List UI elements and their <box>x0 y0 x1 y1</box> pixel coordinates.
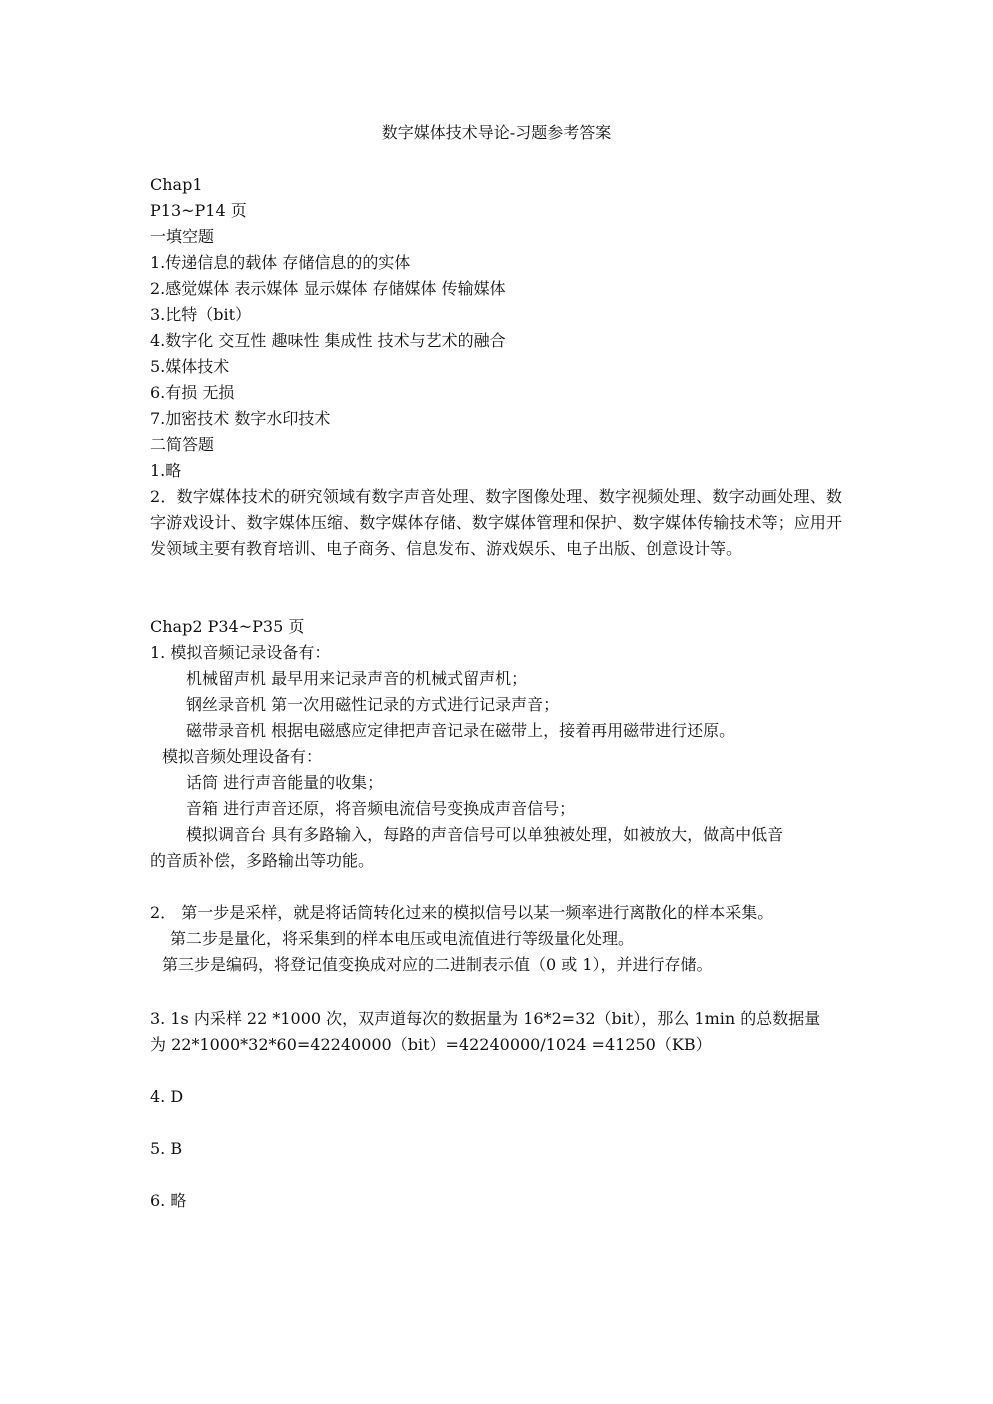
record-device-2: 钢丝录音机 第一次用磁性记录的方式进行记录声音； <box>186 695 560 714</box>
short-answer-2: 2．数字媒体技术的研究领域有数字声音处理、数字图像处理、数字视频处理、数字动画处理、数字游戏设计、数字媒体压缩、数字媒体存储、数字媒体管理和保护、数字媒体传输技术等；应用开发领域主要有教育培训、电子商务、信息发布、游戏娱乐、电子出版、创意设计等。 <box>150 487 842 558</box>
process-device-1: 话筒 进行声音能量的收集； <box>186 773 384 792</box>
record-device-3: 磁带录音机 根据电磁感应定律把声音记录在磁带上，接着再用磁带进行还原。 <box>186 721 736 740</box>
mixer-line-2: 的音质补偿，多路输出等功能。 <box>150 851 375 870</box>
q2-step-1: 2． 第一步是采样，就是将话筒转化过来的模拟信号以某一频率进行离散化的样本采集。 <box>150 903 774 922</box>
document-title: 数字媒体技术导论-习题参考答案 <box>381 123 612 142</box>
fill-answer-4: 4.数字化 交互性 趣味性 集成性 技术与艺术的融合 <box>150 331 506 350</box>
fill-answer-7: 7.加密技术 数字水印技术 <box>150 409 331 428</box>
fill-answer-1: 1.传递信息的载体 存储信息的的实体 <box>150 253 411 272</box>
mixer-line-1: 模拟调音台 具有多路输入，每路的声音信号可以单独被处理，如被放大，做高中低音 <box>186 825 784 844</box>
q2-step-3: 第三步是编码，将登记值变换成对应的二进制表示值（0 或 1），并进行存储。 <box>162 955 713 974</box>
chap1-heading: Chap1 <box>150 175 203 194</box>
fill-in-heading: 一填空题 <box>150 227 215 246</box>
q5-answer: 5. B <box>150 1139 183 1158</box>
fill-answer-5: 5.媒体技术 <box>150 357 230 376</box>
q6-answer: 6. 略 <box>150 1191 187 1210</box>
q3-line-1: 3. 1s 内采样 22 *1000 次，双声道每次的数据量为 16*2=32（bit），那么 1min 的总数据量 <box>150 1009 821 1028</box>
chap2-heading: Chap2 P34~P35 页 <box>150 617 305 636</box>
record-device-1: 机械留声机 最早用来记录声音的机械式留声机； <box>186 669 528 688</box>
q2-step-2: 第二步是量化，将采集到的样本电压或电流值进行等级量化处理。 <box>170 929 635 948</box>
process-device-2: 音箱 进行声音还原，将音频电流信号变换成声音信号； <box>186 799 576 818</box>
q4-answer: 4. D <box>150 1087 184 1106</box>
fill-answer-3: 3.比特（bit） <box>150 305 252 324</box>
fill-answer-2: 2.感觉媒体 表示媒体 显示媒体 存储媒体 传输媒体 <box>150 279 506 298</box>
process-devices-title: 模拟音频处理设备有： <box>162 747 323 766</box>
short-answer-heading: 二简答题 <box>150 435 215 454</box>
fill-answer-6: 6.有损 无损 <box>150 383 235 402</box>
q1-title: 1. 模拟音频记录设备有： <box>150 643 331 662</box>
short-answer-1: 1.略 <box>150 461 182 480</box>
chap1-pages: P13~P14 页 <box>150 201 247 220</box>
q3-line-2: 为 22*1000*32*60=42240000（bit）=42240000/1024 =41250（KB） <box>150 1035 712 1054</box>
